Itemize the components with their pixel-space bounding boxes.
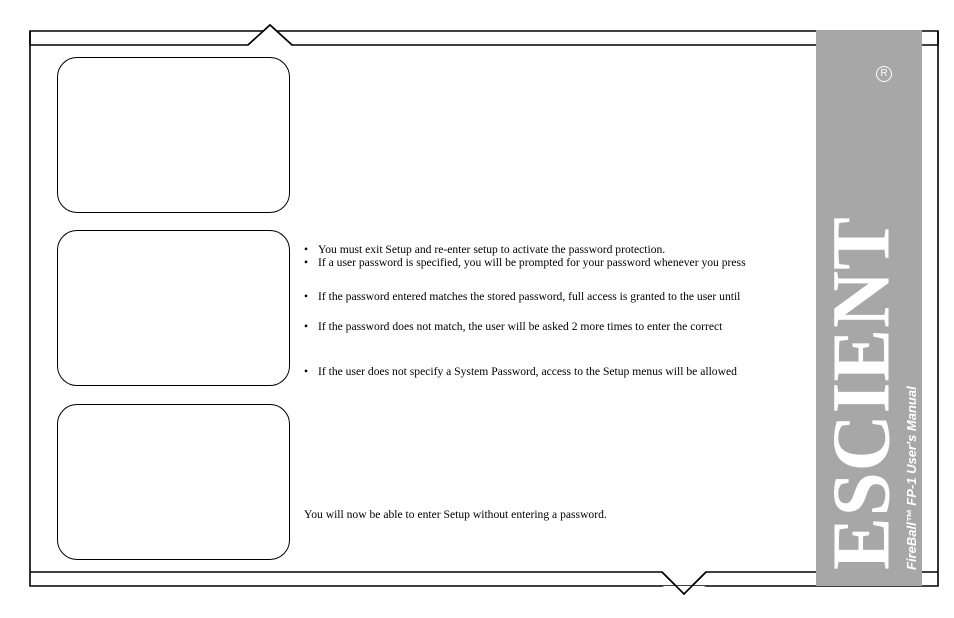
bullet-symbol: •	[304, 365, 309, 378]
frame-bottom-edge	[30, 572, 938, 594]
bullet-text: If the user does not specify a System Password, access to the Setup menus will be allowed	[318, 365, 737, 378]
screen-image-box-2	[57, 230, 290, 386]
bullet-symbol: •	[304, 243, 309, 256]
registered-mark: R	[876, 66, 892, 82]
bullet-symbol: •	[304, 290, 309, 303]
bullet-item-5	[304, 365, 737, 378]
bullet-text: If a user password is specified, you will be prompted for your password whenever you press	[318, 256, 746, 269]
screen-image-box-1	[57, 57, 290, 213]
screen-image-box-3	[57, 404, 290, 560]
bullet-symbol: •	[304, 256, 309, 269]
brand-logo: ESCIENT	[815, 216, 908, 570]
bullet-text: If the password entered matches the stored password, full access is granted to the user until	[318, 290, 741, 303]
bullet-item-1	[304, 243, 666, 256]
bullet-text: If the password does not match, the user will be asked 2 more times to enter the correct	[318, 320, 723, 333]
bullet-item-3	[304, 290, 741, 303]
footer-note: You will now be able to enter Setup without entering a password.	[304, 508, 607, 521]
top-tab-notch	[248, 25, 292, 45]
bottom-tab-notch	[662, 586, 706, 594]
bullet-text: You must exit Setup and re-enter setup to activate the password protection.	[318, 243, 666, 256]
manual-title: FireBall™ FP-1 User's Manual	[904, 386, 919, 570]
bullet-item-2	[304, 256, 746, 269]
bullet-symbol: •	[304, 320, 309, 333]
frame-top-edge	[30, 25, 938, 45]
bullet-item-4	[304, 320, 723, 333]
